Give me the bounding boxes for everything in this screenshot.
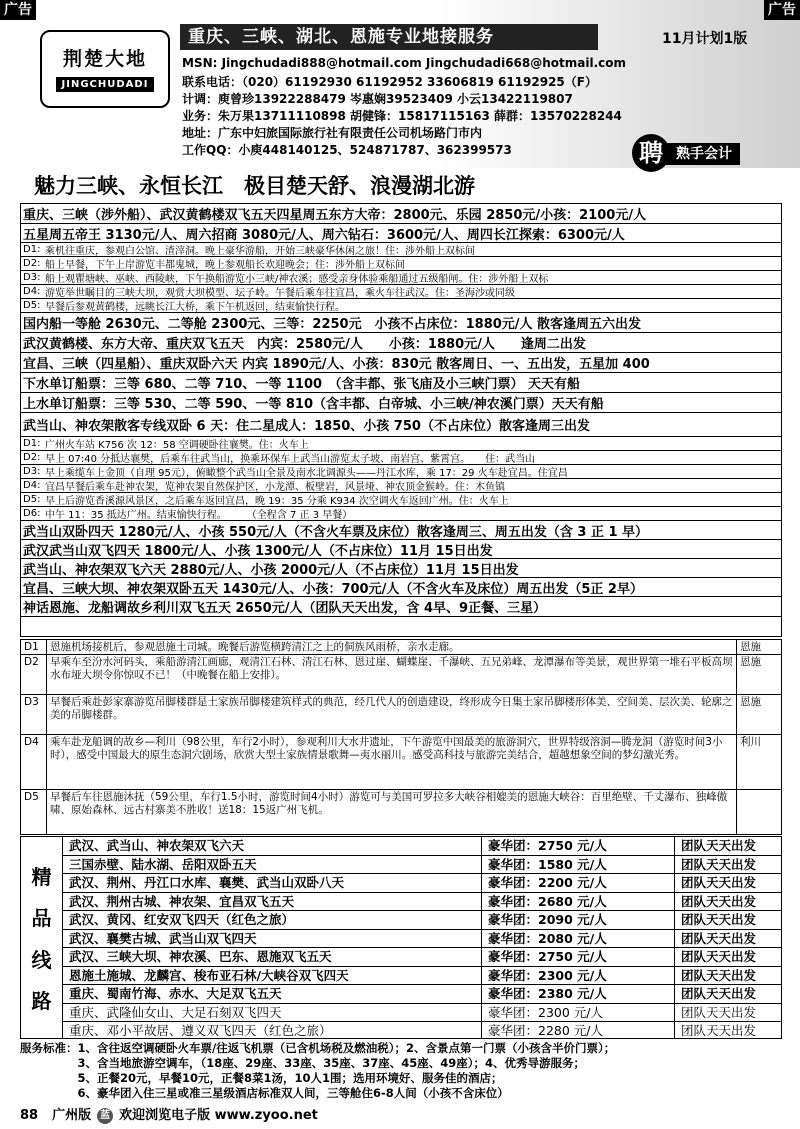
- route-schedule: 团队天天出发: [681, 893, 757, 909]
- service-line: 服务标准：1、含往返空调硬卧火车票/往返飞机票（已含机场税及燃油税）；2、含景点第一门票（小孩含半价门票）；: [20, 1041, 616, 1055]
- ad-label-right: 广告: [764, 0, 800, 20]
- day-text: 乘车赴龙船调的故乡—利川（98公里，车行2小时），参观利川大水井遗址，下午游览中国最美的旅游洞穴，世界特级溶洞—腾龙洞（游览时间3小时），感受中国最大的原生态洞穴剧场，欣赏大型土家族情景歌舞—夷水丽川。感受高科技与旅游完美结合，超越想象空间的梦幻激光秀。: [47, 735, 737, 789]
- route-name: 重庆、武隆仙女山、大足石刻双飞四天: [63, 1004, 482, 1022]
- routes-label-char: 线: [31, 947, 52, 972]
- day-text: 早餐后乘赴彭家寨游览吊脚楼群是土家族吊脚楼建筑样式的典范，经几代人的创造建设，终形成今日集土家吊脚楼形体美、空间美、层次美、轮廓之美的吊脚楼群。: [47, 695, 737, 734]
- routes-label-char: 路: [31, 988, 52, 1013]
- route-schedule: 团队天天出发: [681, 912, 757, 927]
- price-row: [21, 333, 781, 353]
- day-key: D4: [21, 735, 47, 789]
- row-text: 上水单订船票：三等 530、二等 590、一等 810（含丰都、白帝城、小三峡/神农溪门票）天天有船: [23, 397, 604, 412]
- row-text: 乘机往重庆，参观白公馆、渣滓洞。晚上豪华游船，开始三峡豪华休闲之旅！住：涉外船上双标间: [45, 246, 475, 257]
- route-schedule: 团队天天出发: [681, 930, 757, 946]
- route-name: 重庆、蜀南竹海、赤水、大足双飞五天: [63, 985, 482, 1003]
- day-key: D6:: [23, 508, 41, 519]
- row-text: 船上观瞿塘峡、巫峡、西陵峡，下午换船游览小三峡/神农溪；感受亲身体验乘船通过五级船闸。住：涉外船上双标: [45, 274, 549, 285]
- route-schedule: 团队天天出发: [681, 875, 757, 890]
- route-schedule: 团队天天出发: [681, 986, 757, 1001]
- route-schedule: 团队天天出发: [681, 838, 757, 853]
- day-text: 早餐后车往恩施沐抚（59公里，车行1.5小时，游览时间4小时）游览可与美国可罗拉多大峡谷相媲美的恩施大峡谷：百里绝壁、千丈瀑布、独峰傲啸、原始森林、远古村寨美不胜收！送18：15返广州飞机。: [47, 790, 737, 835]
- day-key: D1:: [23, 244, 41, 255]
- edition-label: 广州版: [52, 1108, 92, 1123]
- day-row: [21, 257, 781, 271]
- route-name: 恩施土施城、龙麟宫、梭布亚石林/大峡谷双飞四天: [63, 967, 482, 985]
- row-text: 下水单订船票：三等 680、二等 710、一等 1100 （含丰都、张飞庙及小三峡门票） 天天有船: [23, 377, 581, 392]
- route-row[interactable]: [63, 985, 781, 1004]
- row-text: 游览举世瞩目的三峡大坝，观赏大坝模型、坛子岭。午餐后乘车往宜昌，乘火车往武汉。住：圣海沙或同级: [45, 288, 515, 299]
- route-name: 三国赤壁、陆水湖、岳阳双卧五天: [63, 856, 482, 874]
- route-price: 豪华团：2300 元/人: [482, 1004, 675, 1022]
- enshi-itinerary: [20, 639, 782, 835]
- service-line: 5、正餐20元，早餐10元，正餐8菜1汤，10人1围；选用环境好、服务佳的酒店；: [20, 1071, 503, 1085]
- row-text: 广州火车站 K756 次 12：58 空调硬卧往襄樊。住：火车上: [45, 440, 309, 451]
- plan-version: 11月计划1版: [662, 31, 748, 47]
- day-key: D5:: [23, 300, 41, 311]
- day-key: D5: [21, 790, 47, 835]
- logo-chinese: 荆楚大地: [62, 48, 147, 70]
- contact-qq: 工作QQ：小庾448140125、524871787、362399573: [182, 143, 512, 157]
- contact-phone: 联系电话：（020）61192930 61192952 33606819 61192925（F）: [182, 75, 597, 89]
- day-row: [21, 299, 781, 313]
- day-key: D3:: [23, 272, 41, 283]
- route-row[interactable]: [63, 837, 781, 856]
- row-text: 武汉武当山双飞四天 1800元/人、小孩 1300元/人（不占床位）11月 15日出发: [23, 543, 493, 559]
- row-text: 宜昌、三峡大坝、神农架双卧五天 1430元/人、小孩：700元/人（不含火车及床位）周五出发（5正 2早）: [23, 581, 643, 597]
- price-row: [21, 559, 781, 578]
- price-row: [21, 413, 781, 437]
- route-row[interactable]: [63, 930, 781, 949]
- route-price: 豪华团：2090 元/人: [482, 911, 675, 929]
- route-price: 豪华团：1580 元/人: [482, 856, 675, 874]
- day-key: D5:: [23, 494, 41, 505]
- itinerary-row: [21, 655, 781, 695]
- contact-msn[interactable]: MSN: Jingchudadi888@hotmail.com Jingchudadi668@hotmail.com: [182, 56, 627, 70]
- price-row: [21, 313, 781, 333]
- ad-label-left: 广告: [0, 0, 36, 20]
- price-row: [21, 597, 781, 617]
- routes-label-char: 品: [31, 906, 52, 931]
- day-key: D2: [21, 655, 47, 694]
- day-row: [21, 507, 781, 521]
- price-box: [20, 203, 782, 637]
- route-price: 豪华团：2080 元/人: [482, 930, 675, 948]
- day-place: 恩施: [740, 641, 761, 653]
- price-row: [21, 224, 781, 243]
- itinerary-row: [21, 790, 781, 835]
- row-text: 中午 11：35 抵达广州。结束愉快行程。 （全程含 7 正 3 早餐）: [45, 510, 353, 521]
- route-schedule: 团队天天出发: [681, 856, 757, 872]
- day-key: D4:: [23, 286, 41, 297]
- row-text: 早上后游览香溪源风景区，之后乘车返回宜昌，晚 19：35 分乘 K934 次空调火车返回广州。住：火车上: [45, 496, 509, 507]
- route-schedule: 团队天天出发: [681, 1023, 757, 1038]
- day-row: [21, 271, 781, 285]
- day-key: D2:: [23, 452, 41, 463]
- day-place: 利川: [740, 736, 761, 748]
- price-row: [21, 521, 781, 540]
- day-row: [21, 451, 781, 465]
- day-row: [21, 479, 781, 493]
- row-text: 早上乘缆车上金顶（自理 95元），俯瞰整个武当山全景及南水北调源头——丹江水库，乘 17：29 火车赴宜昌。住宜昌: [45, 468, 568, 479]
- website-link[interactable]: 欢迎浏览电子版 www.zyoo.net: [119, 1108, 318, 1123]
- route-row[interactable]: [63, 911, 781, 930]
- day-key: D2:: [23, 258, 41, 269]
- day-row: [21, 437, 781, 451]
- row-text: 武汉黄鹤楼、东方大帝、重庆双飞五天 内宾：2580元/人 小孩：1880元/人 逢周二出发: [23, 337, 586, 352]
- route-name: 武汉、黄冈、红安双飞四天（红色之旅）: [63, 911, 482, 929]
- price-row: [21, 373, 781, 393]
- day-key: D3:: [23, 466, 41, 477]
- route-name: 武汉、荆州古城、神农架、宜昌双飞五天: [63, 893, 482, 911]
- route-row[interactable]: [63, 874, 781, 893]
- day-key: D3: [21, 695, 47, 734]
- route-row[interactable]: [63, 1004, 781, 1023]
- day-key: D4:: [23, 480, 41, 491]
- day-key: D1: [21, 640, 47, 654]
- day-place: [737, 790, 781, 835]
- page-number: 88: [20, 1108, 39, 1123]
- price-row: [21, 204, 781, 224]
- service-line: 3、含当地旅游空调车，（18座、29座、33座、35座、37座、45座、49座）；4、优秀导游服务；: [20, 1056, 586, 1070]
- route-name: 武汉、荆州、丹江口水库、襄樊、武当山双卧八天: [63, 874, 482, 892]
- routes-label: [21, 837, 63, 1038]
- row-text: 武当山双卧四天 1280元/人、小孩 550元/人（不含火车票及床位）散客逢周三、周五出发（含 3 正 1 早）: [23, 524, 649, 540]
- route-price: 豪华团：2680 元/人: [482, 893, 675, 911]
- day-row: [21, 465, 781, 479]
- row-text: 宜昌、三峡（四星船）、重庆双卧六天 内宾 1890元/人、小孩：830元 散客周日、一、五出发，五星加 400: [23, 357, 650, 372]
- day-row: [21, 493, 781, 507]
- route-row[interactable]: [63, 893, 781, 912]
- service-line: 6、豪华团入住三星或准三星级酒店标准双人间，三等舱住6-8人间（小孩不含床位）: [20, 1086, 509, 1100]
- route-schedule: 团队天天出发: [681, 967, 757, 983]
- route-name: 武汉、三峡大坝、神农溪、巴东、恩施双飞五天: [63, 948, 482, 966]
- itinerary-row: [21, 735, 781, 790]
- route-price: 豪华团：2380 元/人: [482, 985, 675, 1003]
- route-row[interactable]: [63, 948, 781, 967]
- route-row[interactable]: [63, 1022, 781, 1039]
- price-row: [21, 393, 781, 413]
- logo: [40, 30, 170, 108]
- row-text: 国内船一等舱 2630元、二等舱 2300元、三等：2250元 小孩不占床位：1880元/人 散客逢周五六出发: [23, 317, 642, 332]
- day-key: D1:: [23, 438, 41, 449]
- service-standards: [20, 1041, 790, 1101]
- route-row[interactable]: [63, 967, 781, 986]
- row-text: 早餐后参观黄鹤楼，远眺长江大桥，乘下午机返回，结束愉快行程。: [45, 302, 345, 313]
- row-text: 船上早餐，下午上岸游览丰都鬼城，晚上参观船长欢迎晚会；住：涉外船上双标间: [45, 260, 405, 271]
- itinerary-row: [21, 640, 781, 655]
- route-price: 豪华团：2300 元/人: [482, 967, 675, 985]
- itinerary-row: [21, 695, 781, 735]
- day-text: 早乘车至汾水河码头，乘船游清江画廊，观清江石林、清江石林、恩过崖、蝴蝶崖、千瀑峡、五兄弟峰、龙潭瀑布等美景，观世界第一堆石平板高坝水布垭大坝令你惊叹不已！（中晚餐在船上安排）。: [47, 655, 737, 694]
- day-place: 恩施: [740, 696, 761, 708]
- price-row: [21, 578, 781, 597]
- day-text: 恩施机场接机后，参观恩施土司城。晚餐后游览横跨清江之上的侗族风雨桥，亲水走廊。: [47, 640, 737, 654]
- route-price: 豪华团：2750 元/人: [482, 948, 675, 966]
- day-place: 恩施: [740, 656, 761, 668]
- route-price: 豪华团：2750 元/人: [482, 837, 675, 855]
- route-row[interactable]: [63, 856, 781, 875]
- edition-circle-icon: 蓝: [97, 1108, 113, 1124]
- slogan: 魅力三峡、永恒长江 极目楚天舒、浪漫湖北游: [34, 174, 475, 198]
- footer: [20, 1106, 790, 1126]
- route-schedule: 团队天天出发: [681, 949, 757, 964]
- contact-planner: 计调：庾曾珍13922288479 岑惠娴39523409 小云13422119807: [182, 92, 573, 106]
- routes-label-char: 精: [31, 865, 52, 890]
- route-schedule: 团队天天出发: [681, 1004, 757, 1020]
- day-row: [21, 243, 781, 257]
- row-text: 宜昌早餐后乘车赴神农架，览神农架自然保护区，小龙潭、板壁岩，风景垭、神农顶金猴岭。住：木鱼镇: [45, 482, 505, 493]
- route-price: 豪华团：2280 元/人: [482, 1022, 675, 1039]
- header: [0, 0, 800, 168]
- logo-english: JINGCHUDADI: [56, 77, 155, 92]
- contact-address: 地址：广东中妇旅国际旅行社有限责任公司机场路门市内: [182, 126, 483, 140]
- row-text: 神话恩施、龙船调故乡利川双飞五天 2650元/人（团队天天出发，含 4早、9正餐、三星）: [23, 601, 547, 616]
- featured-routes: [20, 836, 782, 1039]
- price-row: [21, 540, 781, 559]
- hiring-icon: 聘: [632, 134, 670, 172]
- row-text: 重庆、三峡（涉外船）、武汉黄鹤楼双飞五天四星周五东方大帝：2800元、乐园 2850元/小孩：2100元/人: [23, 208, 647, 223]
- route-price: 豪华团：2200 元/人: [482, 874, 675, 892]
- day-row: [21, 285, 781, 299]
- route-name: 武汉、襄樊古城、武当山双飞四天: [63, 930, 482, 948]
- routes-table: [63, 837, 781, 1039]
- route-name: 重庆、邓小平故居、遵义双飞四天（红色之旅）: [63, 1022, 482, 1039]
- route-name: 武汉、武当山、神农架双飞六天: [63, 837, 482, 855]
- row-text: 早上 07:40 分抵达襄樊，后乘车往武当山，换乘环保车上武当山游览太子坡、南岩宫、紫霄宫。 住：武当山: [45, 454, 536, 465]
- price-row: [21, 353, 781, 373]
- contact-sales: 业务：朱万果13711110898 胡健锋：15817115163 薛群：13570228244: [182, 109, 622, 123]
- row-text: 武当山、神农架散客专线双卧 6 天：住二星成人：1850、小孩 750（不占床位）散客逢周三出发: [23, 419, 590, 434]
- hiring-badge: [632, 140, 800, 166]
- row-text: 五星周五帝王 3130元/人、周六招商 3080元/人、周六钻石：3600元/人、周四长江探索：6300元/人: [23, 227, 625, 243]
- hiring-text: 熟手会计: [666, 143, 740, 165]
- page-title: 重庆、三峡、湖北、恩施专业地接服务: [180, 24, 598, 50]
- row-text: 武当山、神农架双飞六天 2880元/人、小孩 2000元/人（不占床位）11月 15日出发: [23, 562, 519, 578]
